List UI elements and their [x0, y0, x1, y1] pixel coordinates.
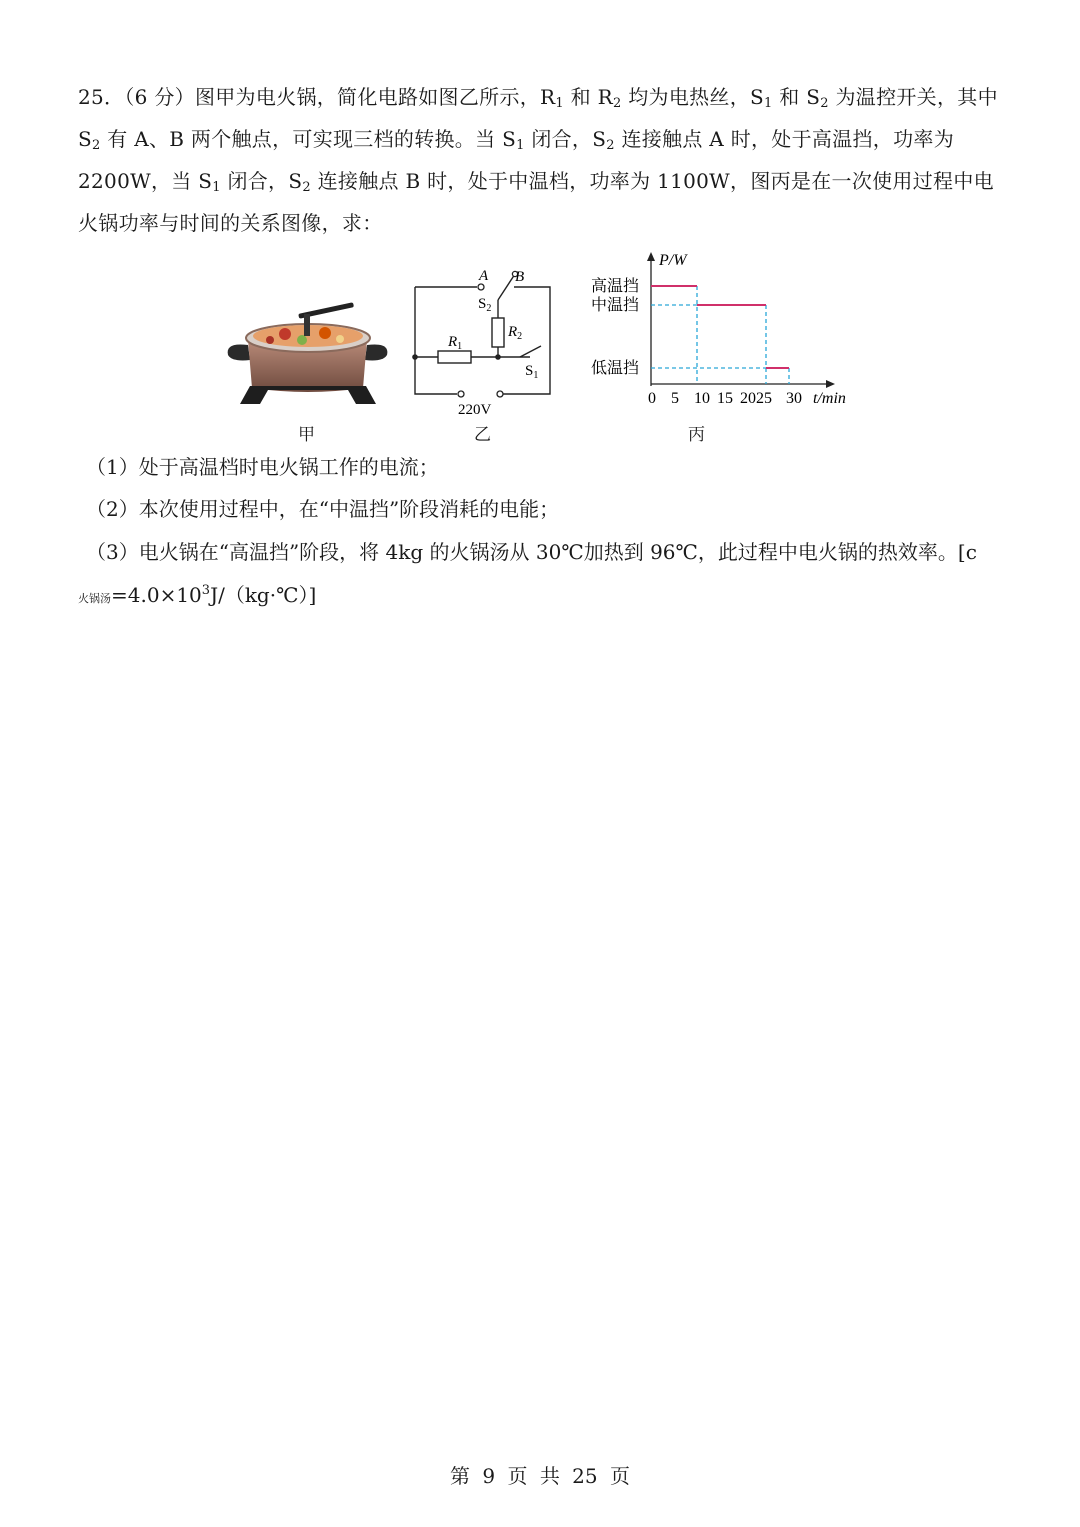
- label-r2: $R_2$: [508, 324, 523, 342]
- circuit-wire: [514, 287, 550, 357]
- caption-jia: 甲: [298, 425, 315, 445]
- x-axis-label: t/min: [813, 390, 846, 407]
- subscript: 1: [764, 96, 773, 111]
- food-item: [319, 327, 331, 339]
- caption-bing: 丙: [688, 425, 705, 445]
- x-tick-label: 5: [671, 390, 679, 407]
- footer-text: 页: [507, 1464, 528, 1488]
- question-3-continued: [78, 580, 316, 614]
- problem-number: 25．: [78, 85, 125, 109]
- hotpot-right-handle: [365, 344, 387, 360]
- total-pages: 25: [572, 1464, 598, 1488]
- y-axis-arrow: [647, 252, 655, 261]
- junction-dot: [495, 354, 501, 360]
- subscript: 1: [516, 138, 525, 153]
- label-voltage: 220V: [458, 402, 492, 418]
- problem-text: 均为电热丝，S: [621, 85, 765, 109]
- hotpot-left-handle: [228, 344, 250, 360]
- x-tick-label: 2025: [740, 390, 772, 407]
- subscript: 1: [212, 180, 221, 195]
- hotpot-figure: [220, 300, 395, 410]
- x-tick-label: 30: [786, 390, 802, 407]
- power-terminal: [458, 391, 464, 397]
- problem-text: 和 S: [772, 85, 821, 109]
- x-tick-label: 15: [717, 390, 733, 407]
- superscript: 3: [201, 583, 211, 598]
- x-tick-label: 10: [694, 390, 710, 407]
- subscript: 2: [820, 96, 829, 111]
- y-level-label: 高温挡: [591, 278, 640, 295]
- page-footer: [0, 1460, 1080, 1489]
- label-a: A: [479, 268, 489, 284]
- problem-statement: [78, 76, 1008, 244]
- hotpot-lid-knob: [304, 314, 310, 336]
- contact-a: [478, 284, 484, 290]
- switch-s1-blade: [520, 346, 541, 357]
- food-item: [297, 335, 307, 345]
- subscript: 2: [92, 138, 101, 153]
- problem-text: 有 A、B 两个触点，可实现三档的转换。当 S: [100, 127, 517, 151]
- problem-text: 连接触点 A 时，处于高温挡，功率为 2200W，当 S: [78, 127, 955, 193]
- resistor-r2: [492, 318, 504, 347]
- power-terminal: [497, 391, 503, 397]
- subscript: 2: [606, 138, 615, 153]
- switch-s2-blade: [498, 274, 515, 300]
- page-number: 9: [482, 1464, 496, 1488]
- footer-text: 共: [539, 1464, 560, 1488]
- y-level-label: 中温挡: [591, 297, 640, 314]
- y-level-label: 低温挡: [591, 360, 640, 377]
- specific-heat-value: =4.0×10: [111, 583, 202, 607]
- circuit-diagram: [405, 262, 565, 422]
- subscript-hotpot-soup: 火锅汤: [78, 592, 111, 605]
- problem-text: 闭合，S: [524, 127, 607, 151]
- problem-text: 和 R: [564, 85, 613, 109]
- resistor-r1: [438, 351, 471, 363]
- food-item: [266, 336, 274, 344]
- problem-text: 连接触点 B 时，处于中温档，功率为 1100W，图丙是在一次使用过程中电火锅功率与时间的关系图像，求：: [78, 169, 994, 235]
- power-time-chart: [585, 248, 860, 413]
- problem-text: 闭合，S: [220, 169, 303, 193]
- hotpot-base: [240, 386, 376, 404]
- label-s1: $S_1$: [525, 363, 539, 381]
- subscript: 1: [555, 96, 564, 111]
- caption-yi: 乙: [474, 425, 491, 445]
- footer-text: 第: [450, 1464, 470, 1488]
- problem-score: （6 分）: [124, 85, 195, 109]
- food-item: [279, 328, 291, 340]
- specific-heat-unit: J/（kg·℃）]: [210, 583, 317, 607]
- problem-text: 为温控开关，其中 S: [78, 85, 998, 151]
- food-item: [336, 335, 344, 343]
- question-2: （2）本次使用过程中，在“中温挡”阶段消耗的电能；: [86, 497, 560, 521]
- subscript: 2: [612, 96, 622, 111]
- footer-text: 页: [609, 1464, 630, 1488]
- x-axis-arrow: [826, 380, 835, 388]
- junction-dot: [412, 354, 418, 360]
- y-axis-label: P/W: [659, 252, 687, 269]
- label-s2: $S_2$: [478, 296, 492, 314]
- question-3: （3）电火锅在“高温挡”阶段，将 4kg 的火锅汤从 30℃加热到 96℃，此过程中电火锅的热效率。[c: [86, 540, 977, 564]
- problem-text: 图甲为电火锅，简化电路如图乙所示，R: [194, 85, 556, 109]
- label-r1: $R_1$: [448, 334, 463, 352]
- x-tick-label: 0: [648, 390, 656, 407]
- question-1: （1）处于高温档时电火锅工作的电流；: [86, 455, 439, 479]
- subscript: 2: [302, 180, 311, 195]
- label-b: B: [515, 269, 525, 285]
